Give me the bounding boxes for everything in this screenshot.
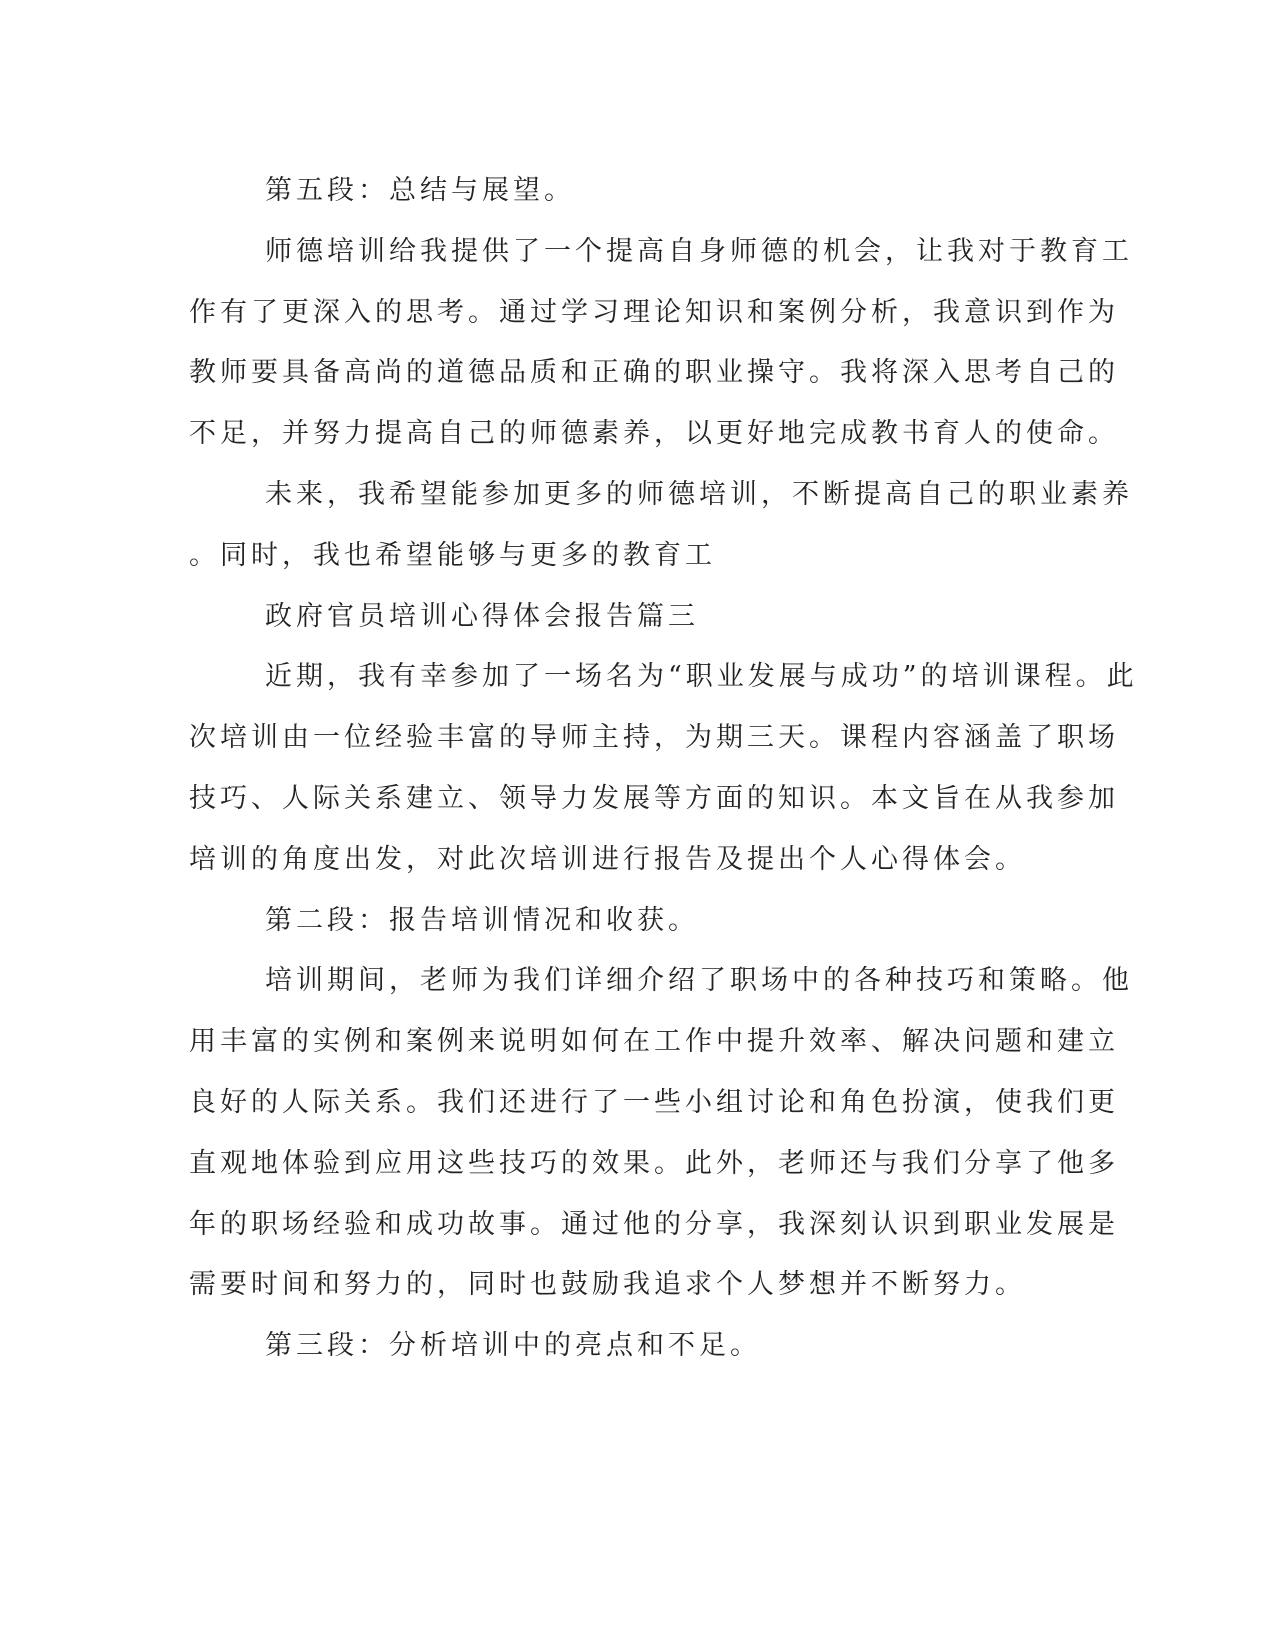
section-heading-3: 第三段：分析培训中的亮点和不足。 bbox=[265, 1330, 761, 1362]
document-body bbox=[189, 161, 1138, 1377]
paragraph-line: 良好的人际关系。我们还进行了一些小组讨论和角色扮演，使我们更 bbox=[189, 1086, 1119, 1118]
paragraph-line: 。同时，我也希望能够与更多的教育工 bbox=[189, 539, 716, 571]
paragraph-line: 直观地体验到应用这些技巧的效果。此外，老师还与我们分享了他多 bbox=[189, 1147, 1119, 1179]
paragraph-line: 培训期间，老师为我们详细介绍了职场中的各种技巧和策略。他 bbox=[265, 965, 1133, 997]
paragraph-line: 未来，我希望能参加更多的师德培训，不断提高自己的职业素养 bbox=[265, 478, 1133, 510]
section-heading-5: 第五段：总结与展望。 bbox=[265, 175, 575, 206]
article-title: 政府官员培训心得体会报告篇三 bbox=[265, 600, 699, 632]
paragraph-line: 用丰富的实例和案例来说明如何在工作中提升效率、解决问题和建立 bbox=[189, 1026, 1119, 1058]
paragraph-line: 近期，我有幸参加了一场名为“职业发展与成功”的培训课程。此 bbox=[265, 661, 1138, 693]
paragraph-line: 次培训由一位经验丰富的导师主持，为期三天。课程内容涵盖了职场 bbox=[189, 722, 1119, 754]
section-heading-2: 第二段：报告培训情况和收获。 bbox=[265, 904, 699, 936]
paragraph-line: 培训的角度出发，对此次培训进行报告及提出个人心得体会。 bbox=[189, 843, 1026, 875]
paragraph-line: 年的职场经验和成功故事。通过他的分享，我深刻认识到职业发展是 bbox=[189, 1208, 1119, 1240]
paragraph-line: 作有了更深入的思考。通过学习理论知识和案例分析，我意识到作为 bbox=[189, 296, 1119, 328]
paragraph-line: 技巧、人际关系建立、领导力发展等方面的知识。本文旨在从我参加 bbox=[189, 782, 1119, 814]
paragraph-line: 师德培训给我提供了一个提高自身师德的机会，让我对于教育工 bbox=[265, 235, 1133, 267]
paragraph-line: 不足，并努力提高自己的师德素养，以更好地完成教书育人的使命。 bbox=[189, 418, 1119, 450]
paragraph-line: 教师要具备高尚的道德品质和正确的职业操守。我将深入思考自己的 bbox=[189, 357, 1119, 389]
paragraph-line: 需要时间和努力的，同时也鼓励我追求个人梦想并不断努力。 bbox=[189, 1269, 1026, 1301]
